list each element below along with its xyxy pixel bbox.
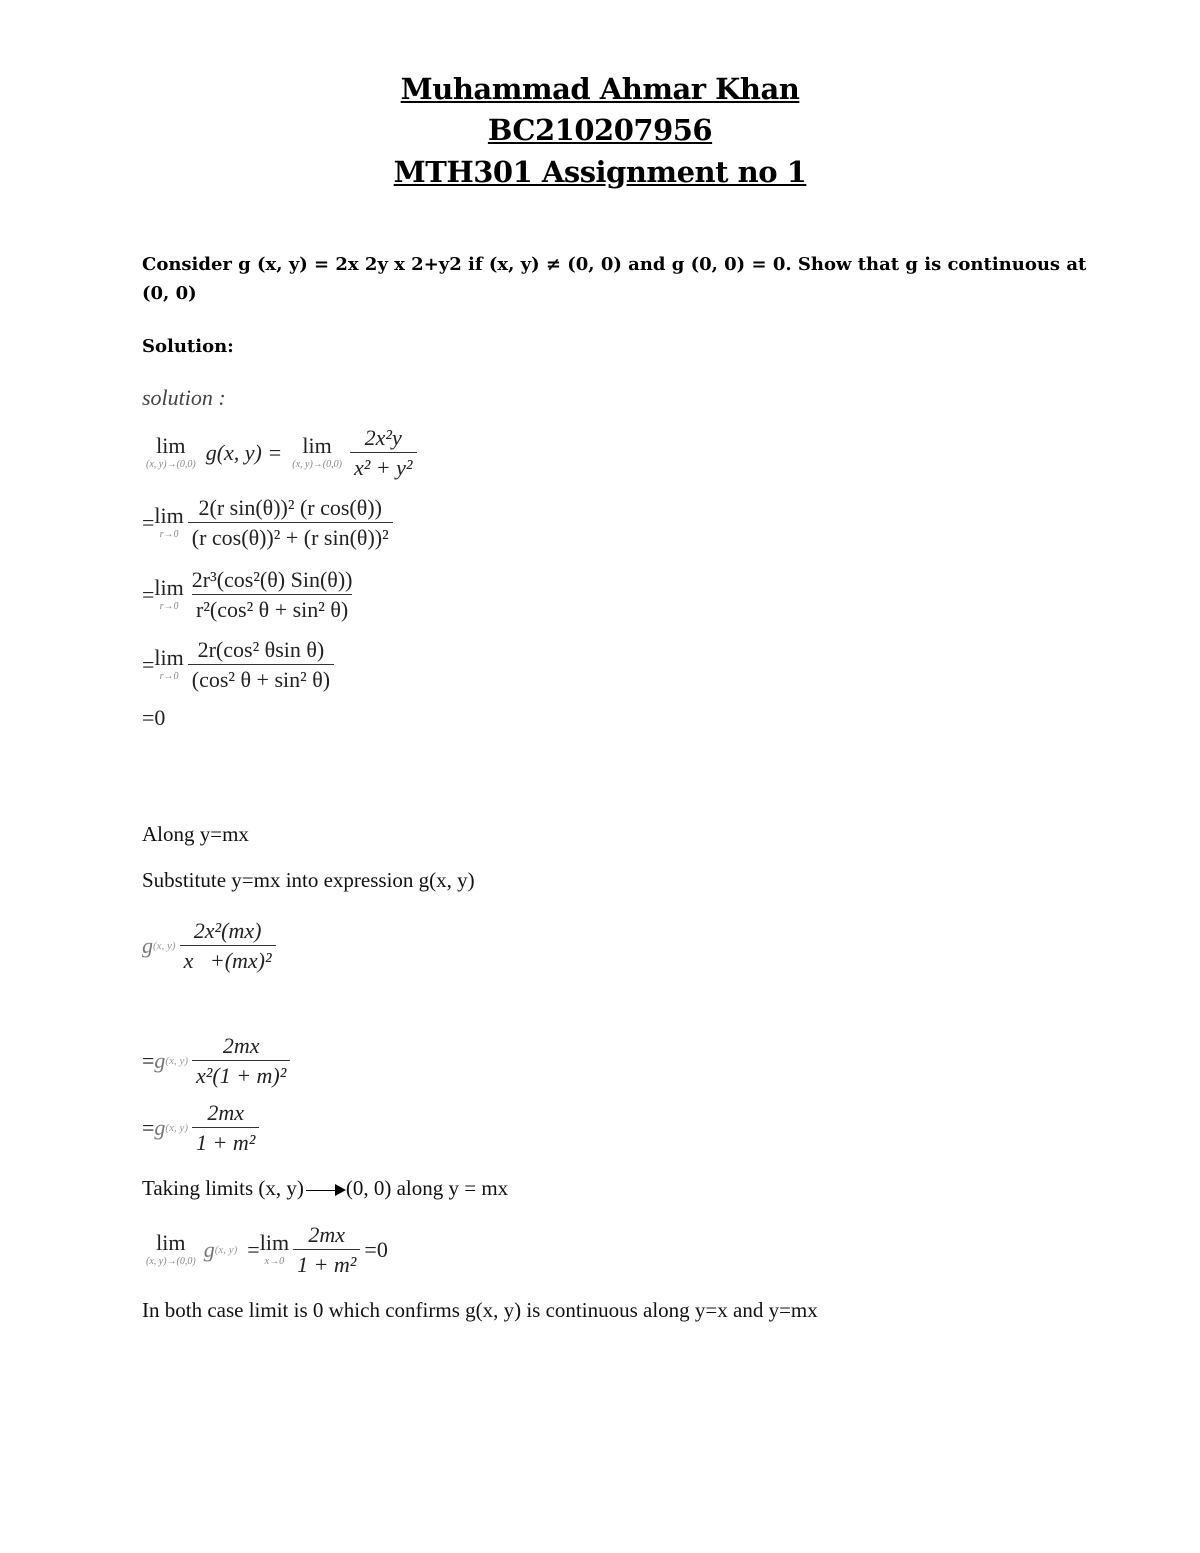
numerator: 2r³(cos²(θ) Sin(θ)) — [191, 567, 353, 592]
taking-limits-part2: (0, 0) along y = mx — [345, 1176, 509, 1200]
solution-heading: Solution: — [142, 336, 234, 357]
g-subscript: (x, y) — [165, 1121, 189, 1134]
numerator: 2x²y — [364, 425, 402, 450]
fraction — [293, 1222, 360, 1278]
fraction — [188, 567, 357, 623]
along-text: Along y=mx — [142, 822, 249, 846]
lim-sub: (x, y)→(0,0) — [146, 459, 196, 471]
limit — [292, 435, 342, 470]
problem-line-1: Consider g (x, y) = 2x 2y x 2+y2 if (x, y) ≠ (0, 0) and g (0, 0) = 0. Show that g is continuous at — [142, 254, 1087, 275]
equals: = — [142, 1047, 155, 1073]
lim-sub: r→0 — [159, 529, 179, 541]
denominator: x²(1 + m)² — [192, 1060, 290, 1088]
equation-8 — [142, 1100, 263, 1156]
numerator: 2x²(mx) — [193, 918, 262, 943]
g-symbol: g — [203, 1236, 215, 1262]
denominator: (cos² θ + sin² θ) — [188, 664, 334, 692]
problem-line-2: (0, 0) — [142, 283, 197, 304]
arrow-right-icon — [306, 1190, 336, 1191]
lim-text: lim — [154, 575, 184, 601]
equation-7 — [142, 1033, 294, 1089]
result: =0 — [364, 1236, 388, 1262]
denominator: 1 + m² — [293, 1249, 360, 1277]
equation-1 — [142, 425, 421, 481]
g-subscript: (x, y) — [153, 939, 176, 952]
lim-text: lim — [156, 1230, 186, 1256]
limit — [154, 647, 183, 682]
lim-text: lim — [259, 1230, 290, 1256]
conclusion-text: In both case limit is 0 which confirms g(x, y) is continuous along y=x and y=mx — [142, 1298, 818, 1322]
lim-sub: (x, y)→(0,0) — [292, 459, 342, 471]
fraction — [350, 425, 417, 481]
lim-text: lim — [156, 433, 186, 459]
fraction — [180, 918, 276, 974]
g-symbol: g — [142, 932, 153, 958]
equation-4 — [142, 637, 338, 693]
author-name: Muhammad Ahmar Khan — [400, 72, 800, 106]
lim-text: lim — [154, 503, 184, 529]
document-title: MTH301 Assignment no 1 — [393, 155, 807, 189]
equation-6 — [142, 918, 280, 974]
eq1-lhs: g(x, y) = — [205, 439, 283, 465]
equation-9 — [142, 1222, 388, 1278]
g-subscript: (x, y) — [214, 1243, 238, 1256]
limit — [154, 577, 183, 612]
denominator: x +(mx)² — [180, 945, 276, 973]
taking-limits-text — [142, 1176, 508, 1201]
lim-sub: r→0 — [159, 671, 179, 683]
denominator: r²(cos² θ + sin² θ) — [192, 594, 352, 622]
fraction — [188, 637, 334, 693]
numerator: 2mx — [207, 1100, 245, 1125]
limit — [146, 1232, 196, 1267]
solution-label: solution : — [142, 385, 226, 410]
equation-5: =0 — [142, 705, 166, 730]
limit — [260, 1232, 289, 1267]
fraction — [192, 1033, 290, 1089]
equals: = — [142, 1114, 155, 1140]
lim-sub: (x, y)→(0,0) — [146, 1256, 196, 1268]
numerator: 2(r sin(θ))² (r cos(θ)) — [198, 495, 382, 520]
numerator: 2r(cos² θsin θ) — [197, 637, 325, 662]
limit — [146, 435, 196, 470]
numerator: 2mx — [308, 1222, 346, 1247]
limit — [154, 505, 183, 540]
fraction — [188, 495, 393, 551]
fraction — [192, 1100, 259, 1156]
numerator: 2mx — [222, 1033, 260, 1058]
equals: = — [247, 1236, 260, 1262]
equals: = — [142, 651, 155, 677]
equals: = — [142, 509, 155, 535]
substitute-text: Substitute y=mx into expression g(x, y) — [142, 868, 475, 892]
equals: = — [142, 581, 155, 607]
lim-sub: x→0 — [264, 1256, 285, 1268]
g-symbol: g — [154, 1114, 166, 1140]
g-symbol: g — [154, 1047, 166, 1073]
lim-sub: r→0 — [159, 601, 179, 613]
equation-3 — [142, 567, 361, 623]
denominator: 1 + m² — [192, 1127, 259, 1155]
taking-limits-part1: Taking limits (x, y) — [142, 1176, 304, 1200]
student-id: BC210207956 — [487, 113, 713, 147]
denominator: x² + y² — [350, 452, 417, 480]
g-subscript: (x, y) — [165, 1054, 189, 1067]
lim-text: lim — [154, 645, 184, 671]
lim-text: lim — [302, 433, 332, 459]
problem-statement — [142, 250, 1086, 308]
equation-2 — [142, 495, 397, 551]
denominator: (r cos(θ))² + (r sin(θ))² — [188, 522, 393, 550]
